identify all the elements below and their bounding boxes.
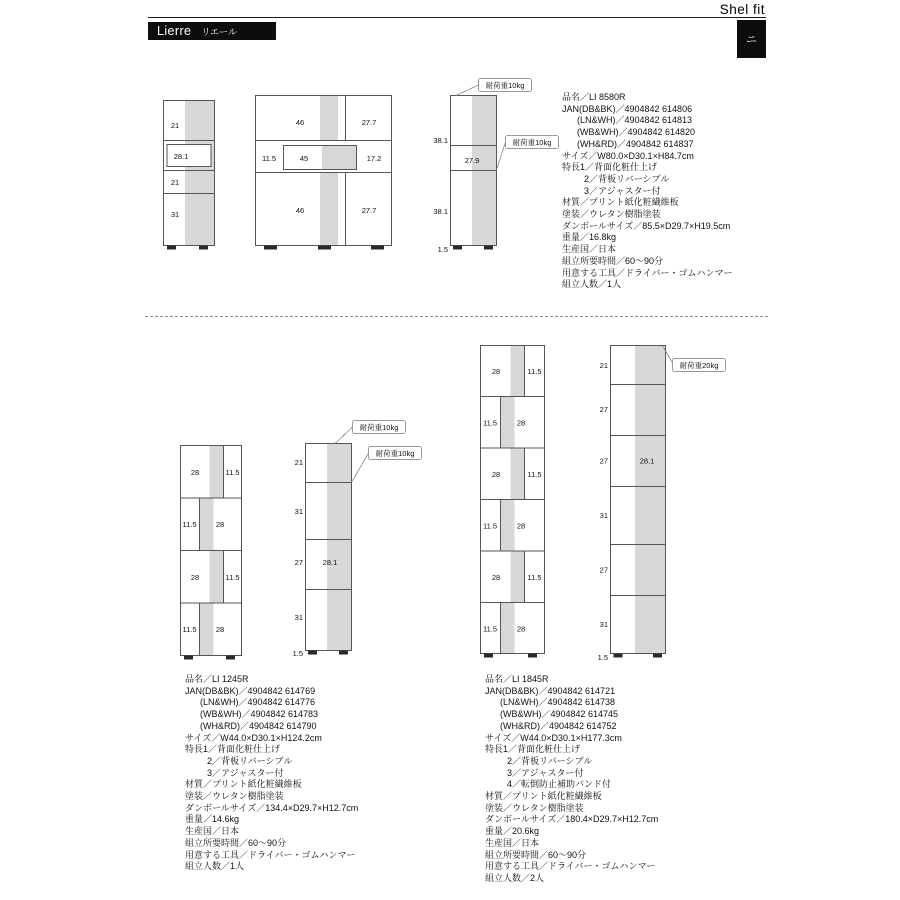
dim-label: 46 [295,118,305,127]
load-callout-10kg [335,421,406,444]
spec-line-persons: 組立人数／2人 [485,872,545,883]
dim-label: 31 [599,620,608,629]
spec-line-jan: JAN(DB&BK)／4904842 614806 [562,103,693,114]
dim-label: 28.1 [173,152,189,161]
dim-label: 27 [599,565,608,575]
spec-line-feature: 2／背板リバーシブル [207,755,293,766]
dim-label: 11.5 [482,624,498,634]
spec-line-weight: 重量／16.8kg [562,232,617,243]
spec-line-jan: (LN&WH)／4904842 614738 [500,697,616,708]
spec-line-coating: 塗装／ウレタン樹脂塗装 [562,209,661,220]
load-callout-10kg [497,136,559,171]
spec-line-country: 生産国／日本 [185,826,240,837]
spec-line-weight: 重量／20.6kg [485,826,540,837]
dim-label: 27.9 [464,156,480,165]
dim-label: 28 [516,418,526,428]
spec-line-jan: (LN&WH)／4904842 614776 [200,697,316,708]
spec-line-assembly-time: 組立所要時間／60〜90分 [562,255,664,266]
spec-line-size: サイズ／W44.0×D30.1×H124.2cm [185,732,322,743]
spec-line-coating: 塗装／ウレタン樹脂塗装 [485,802,584,813]
dim-label: 38.1 [433,136,448,145]
dim-label: 38.1 [433,207,448,216]
spec-line-feature: 特長1／背面化粧仕上げ [185,744,281,755]
load-badge-label: 耐荷重10kg [375,449,415,458]
dim-label: 28 [190,573,200,582]
spec-line-feature: 2／背板リバーシブル [584,173,670,184]
spec-line-feature: 4／転倒防止補助バンド付 [507,779,612,790]
index-tab-glyph: ニ [746,34,757,46]
dim-label: 11.5 [182,625,197,634]
dim-label: 31 [599,511,608,520]
load-callout-10kg [456,79,532,96]
spec-line-carton-size: ダンボールサイズ／180.4×D29.7×H12.7cm [485,814,659,825]
spec-line-jan: JAN(DB&BK)／4904842 614721 [485,685,616,696]
li1245r-side-view [285,415,427,663]
dim-label: 21 [170,121,180,130]
load-badge-label: 耐荷重20kg [679,361,719,370]
spec-line-material: 材質／プリント紙化粧繊維板 [485,791,602,802]
spec-line-jan: JAN(DB&BK)／4904842 614769 [185,685,316,696]
dim-label: 27 [294,558,303,567]
load-callout-10kg [352,447,422,483]
dim-label: 28 [516,624,526,634]
li8580r-side-right-outline [451,96,497,250]
spec-line-persons: 組立人数／1人 [562,279,622,290]
spec-line-product-name: 品名／LI 1245R [185,674,249,684]
spec-line-product-name: 品名／LI 1845R [485,674,549,684]
dim-label: 27.7 [361,118,377,127]
li1845r-specs [485,674,658,885]
spec-line-size: サイズ／W80.0×D30.1×H84.7cm [562,150,694,161]
spec-line-country: 生産国／日本 [562,244,617,255]
dim-label: 31 [170,210,180,219]
dim-label: 31 [294,613,303,622]
dim-label: 45 [299,154,309,163]
dim-label: 28 [215,625,225,634]
dim-label: 11.5 [527,573,542,582]
series-title-en: Lierre [157,24,192,38]
dim-label: 28 [491,573,501,582]
spec-line-jan: (WB&WH)／4904842 614820 [577,127,696,138]
dim-label: 31 [294,507,303,516]
dim-label: 28 [491,367,501,376]
spec-line-feature: 3／アジャスター付 [207,767,284,778]
dim-label: 27.7 [361,206,377,215]
spec-line-tools: 用意する工具／ドライバー・ゴムハンマー [562,267,733,278]
dim-label: 17.2 [366,154,382,163]
brand-logo: Shel fit [719,2,765,17]
spec-line-assembly-time: 組立所要時間／60〜90分 [485,849,587,860]
series-title-ja: リエール [201,26,237,37]
spec-line-product-name: 品名／LI 8580R [562,92,626,102]
dim-label: 28.1 [322,558,338,567]
spec-line-tools: 用意する工具／ドライバー・ゴムハンマー [185,849,356,860]
li1845r-side-view [595,340,737,665]
dim-label: 11.5 [482,521,498,531]
dim-label: 46 [295,206,305,215]
spec-line-jan: (WB&WH)／4904842 614745 [500,709,619,720]
li8580r-side-view-right [425,70,575,265]
spec-line-carton-size: ダンボールサイズ／134.4×D29.7×H12.7cm [185,802,359,813]
dim-label: 28 [491,470,501,479]
spec-line-feature: 3／アジャスター付 [584,185,661,196]
dim-label: 1.5 [437,245,448,254]
spec-line-persons: 組立人数／1人 [185,861,245,872]
spec-line-assembly-time: 組立所要時間／60〜90分 [185,837,287,848]
dim-label: 27 [599,405,608,414]
spec-line-country: 生産国／日本 [485,837,540,848]
dim-label: 11.5 [261,154,277,163]
spec-line-tools: 用意する工具／ドライバー・ゴムハンマー [485,861,656,872]
spec-line-jan: (WH&RD)／4904842 614752 [500,720,617,731]
dim-label: 21 [294,458,303,467]
spec-line-coating: 塗装／ウレタン樹脂塗装 [185,791,284,802]
dim-label: 11.5 [225,573,240,582]
spec-line-size: サイズ／W44.0×D30.1×H177.3cm [485,732,622,743]
dim-label: 1.5 [597,653,608,662]
dim-label: 11.5 [527,367,542,376]
spec-line-feature: 特長1／背面化粧仕上げ [562,162,658,173]
dim-label: 11.5 [225,468,240,477]
li1845r-front-view [476,340,554,665]
li1845r-front-outline [481,346,545,658]
dim-label: 21 [599,361,608,370]
li8580r-specs [562,92,733,291]
li1245r-side-outline [306,444,352,655]
load-callout-20kg [663,347,726,372]
li8580r-front-view [252,88,397,258]
spec-line-weight: 重量／14.6kg [185,814,240,825]
section-divider [145,316,768,317]
spec-line-material: 材質／プリント紙化粧繊維板 [185,779,302,790]
li8580r-side-view-left [160,95,220,255]
dim-label: 28 [215,520,225,529]
li1845r-side-outline [611,346,666,658]
spec-line-jan: (LN&WH)／4904842 614813 [577,115,693,126]
load-badge-label: 耐荷重10kg [512,138,552,147]
dim-label: 11.5 [182,520,197,529]
spec-line-carton-size: ダンボールサイズ／85.5×D29.7×H19.5cm [562,220,731,231]
dim-label: 11.5 [482,418,498,428]
spec-line-feature: 特長1／背面化粧仕上げ [485,744,581,755]
dim-label: 11.5 [527,470,542,479]
dim-label: 27 [599,456,608,466]
spec-line-jan: (WH&RD)／4904842 614790 [200,720,317,731]
load-badge-label: 耐荷重10kg [485,81,525,90]
spec-line-material: 材質／プリント紙化粧繊維板 [562,197,679,208]
dim-label: 1.5 [292,649,303,658]
dim-label: 28.1 [639,456,655,466]
index-tab [737,20,766,58]
dim-label: 28 [190,468,200,477]
spec-line-feature: 3／アジャスター付 [507,767,584,778]
spec-line-jan: (WH&RD)／4904842 614837 [577,138,694,149]
spec-line-feature: 2／背板リバーシブル [507,755,593,766]
dim-label: 21 [170,178,180,187]
dim-label: 28 [516,521,526,531]
series-title-bar [148,22,276,40]
li1245r-specs [185,674,358,873]
header-rule [148,17,766,18]
li1245r-front-view [176,440,251,668]
load-badge-label: 耐荷重10kg [359,423,399,432]
spec-line-jan: (WB&WH)／4904842 614783 [200,709,319,720]
